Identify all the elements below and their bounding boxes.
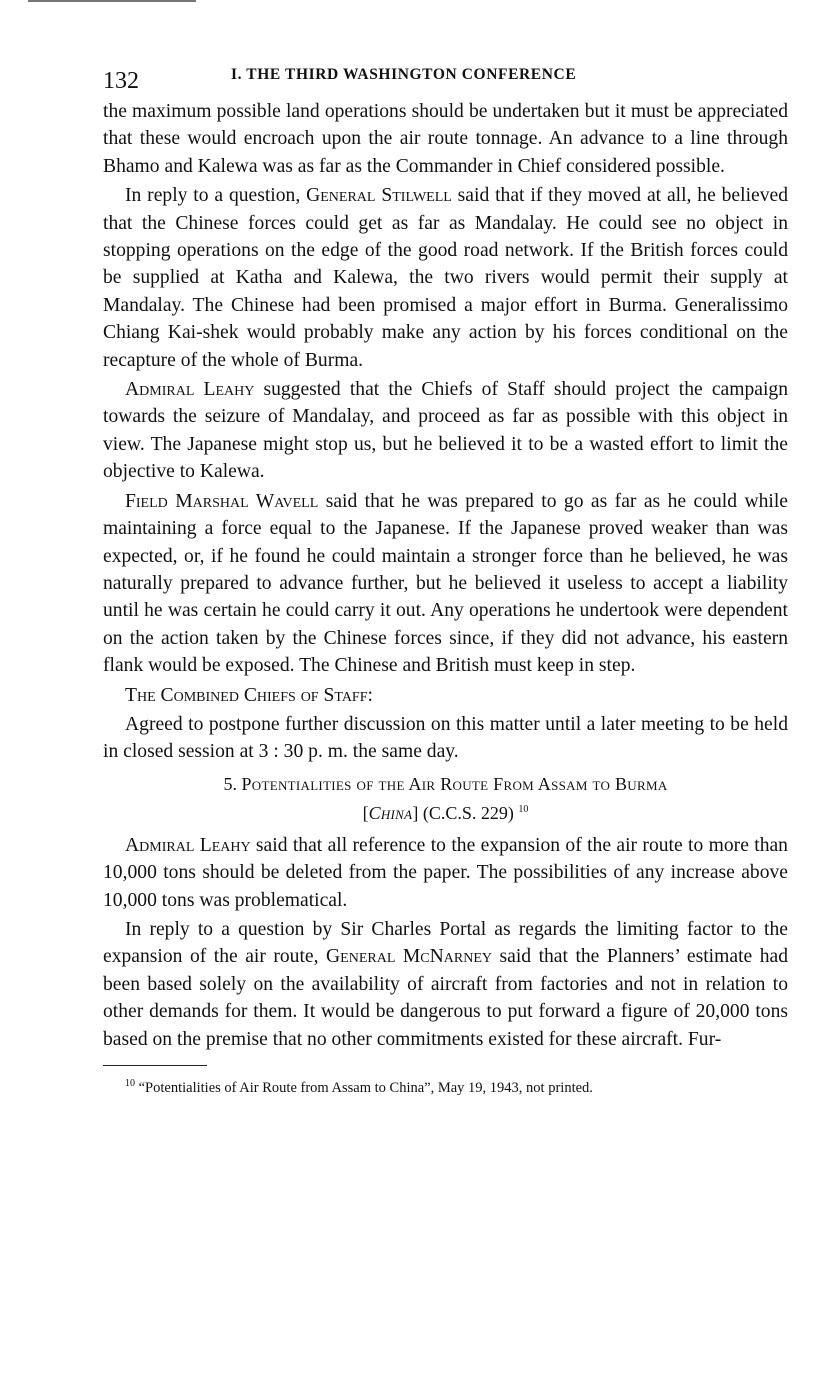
page-number: 132 bbox=[103, 68, 139, 94]
paragraph-2-text: said that if they moved at all, he believed that the Chinese forces could get as far as Mandalay. He could see no object in stopping operations on the edge of the good road network. If the British forces could be supplied at Katha and Kalewa, the two rivers would permit their supply at Mandalay. The Chinese had been promised a major effort in Burma. Generalissimo Chiang Kai-shek would probably make any action by his forces conditional on the recapture of the whole of Burma. bbox=[103, 185, 788, 371]
footnote bbox=[103, 1074, 788, 1098]
paragraph-3-text: suggested that the Chiefs of Staff should project the campaign towards the seizure of Mandalay, and proceed as far as possible with this object in view. The Japanese might stop us, but he believed it to be a wasted effort to limit the objective to Kalewa. bbox=[103, 379, 789, 483]
speaker-leahy-2: Admiral Leahy bbox=[125, 834, 251, 856]
speaker-leahy: Admiral Leahy bbox=[125, 379, 255, 401]
section-bracket-word: China bbox=[368, 802, 413, 823]
section-heading bbox=[103, 772, 788, 826]
page-header bbox=[103, 62, 788, 98]
paragraph-2 bbox=[103, 182, 788, 374]
paragraph-1 bbox=[103, 98, 788, 180]
section-bracket-close: ] bbox=[412, 802, 419, 823]
section-title: Potentialities of the Air Route From Assam to Burma bbox=[241, 773, 668, 794]
paragraph-8-text: said that the Planners’ estimate had been based solely on the availability of aircraft from factories and not in relation to other demands for them. It would be dangerous to put forward a figure of 20,000 tons based on the premise that no other commitments existed for these aircraft. Fur- bbox=[103, 946, 788, 1050]
paragraph-3 bbox=[103, 376, 788, 486]
paragraph-2-lead: In reply to a question, bbox=[125, 185, 307, 207]
body-text bbox=[103, 98, 788, 1053]
paragraph-4 bbox=[103, 488, 788, 680]
document-page bbox=[103, 62, 788, 1098]
running-head: I. THE THIRD WASHINGTON CONFERENCE bbox=[231, 66, 577, 83]
paragraph-6 bbox=[103, 711, 788, 766]
paragraph-7-text: said that all reference to the expansion of the air route to more than 10,000 tons should be deleted from the paper. The possibilities of any increase above 10,000 tons was problematical. bbox=[103, 834, 788, 911]
speaker-stilwell: General Stilwell bbox=[306, 185, 452, 207]
footnote-mark: 10 bbox=[125, 1078, 135, 1089]
paragraph-8 bbox=[103, 916, 788, 1053]
footnote-ref: 10 bbox=[518, 803, 529, 815]
footnote-rule bbox=[103, 1065, 207, 1066]
section-bracket-open: [ bbox=[362, 802, 369, 823]
footnote-text: “Potentialities of Air Route from Assam to China”, May 19, 1943, not printed. bbox=[135, 1079, 593, 1096]
paragraph-1-text: the maximum possible land operations should be undertaken but it must be appreciated that these would encroach upon the air route tonnage. An advance to a line through Bhamo and Kalewa was as far as the Commander in Chief considered possible. bbox=[103, 101, 788, 177]
section-number: 5. bbox=[223, 773, 237, 794]
speaker-wavell: Field Marshal Wavell bbox=[125, 490, 319, 512]
top-edge-rule bbox=[28, 0, 196, 2]
section-ref: (C.C.S. 229) bbox=[422, 802, 514, 823]
speaker-mcnarney: General McNarney bbox=[326, 946, 493, 968]
paragraph-6-text: Agreed to postpone further discussion on this matter until a later meeting to be held in closed session at 3 : 30 p. m. the same day. bbox=[103, 713, 788, 763]
paragraph-5 bbox=[103, 682, 788, 709]
paragraph-8-lead: In reply to a question by Sir Charles Portal as regards the limiting factor to the expansion of the air route, bbox=[103, 918, 788, 968]
paragraph-4-text: said that he was prepared to go as far as he could while maintaining a force equal to the Japanese. If the Japanese proved weaker than was expected, or, if he found he could maintain a stronger force than he believed, he was naturally prepared to advance further, but he believed it useless to accept a liability until he was certain he could carry it out. Any operations he undertook were dependent on the action taken by the Chinese forces since, if they did not advance, his eastern flank would be exposed. The Chinese and British must keep in step. bbox=[103, 490, 788, 677]
paragraph-7 bbox=[103, 832, 788, 914]
ccs-heading: The Combined Chiefs of Staff: bbox=[125, 684, 373, 706]
